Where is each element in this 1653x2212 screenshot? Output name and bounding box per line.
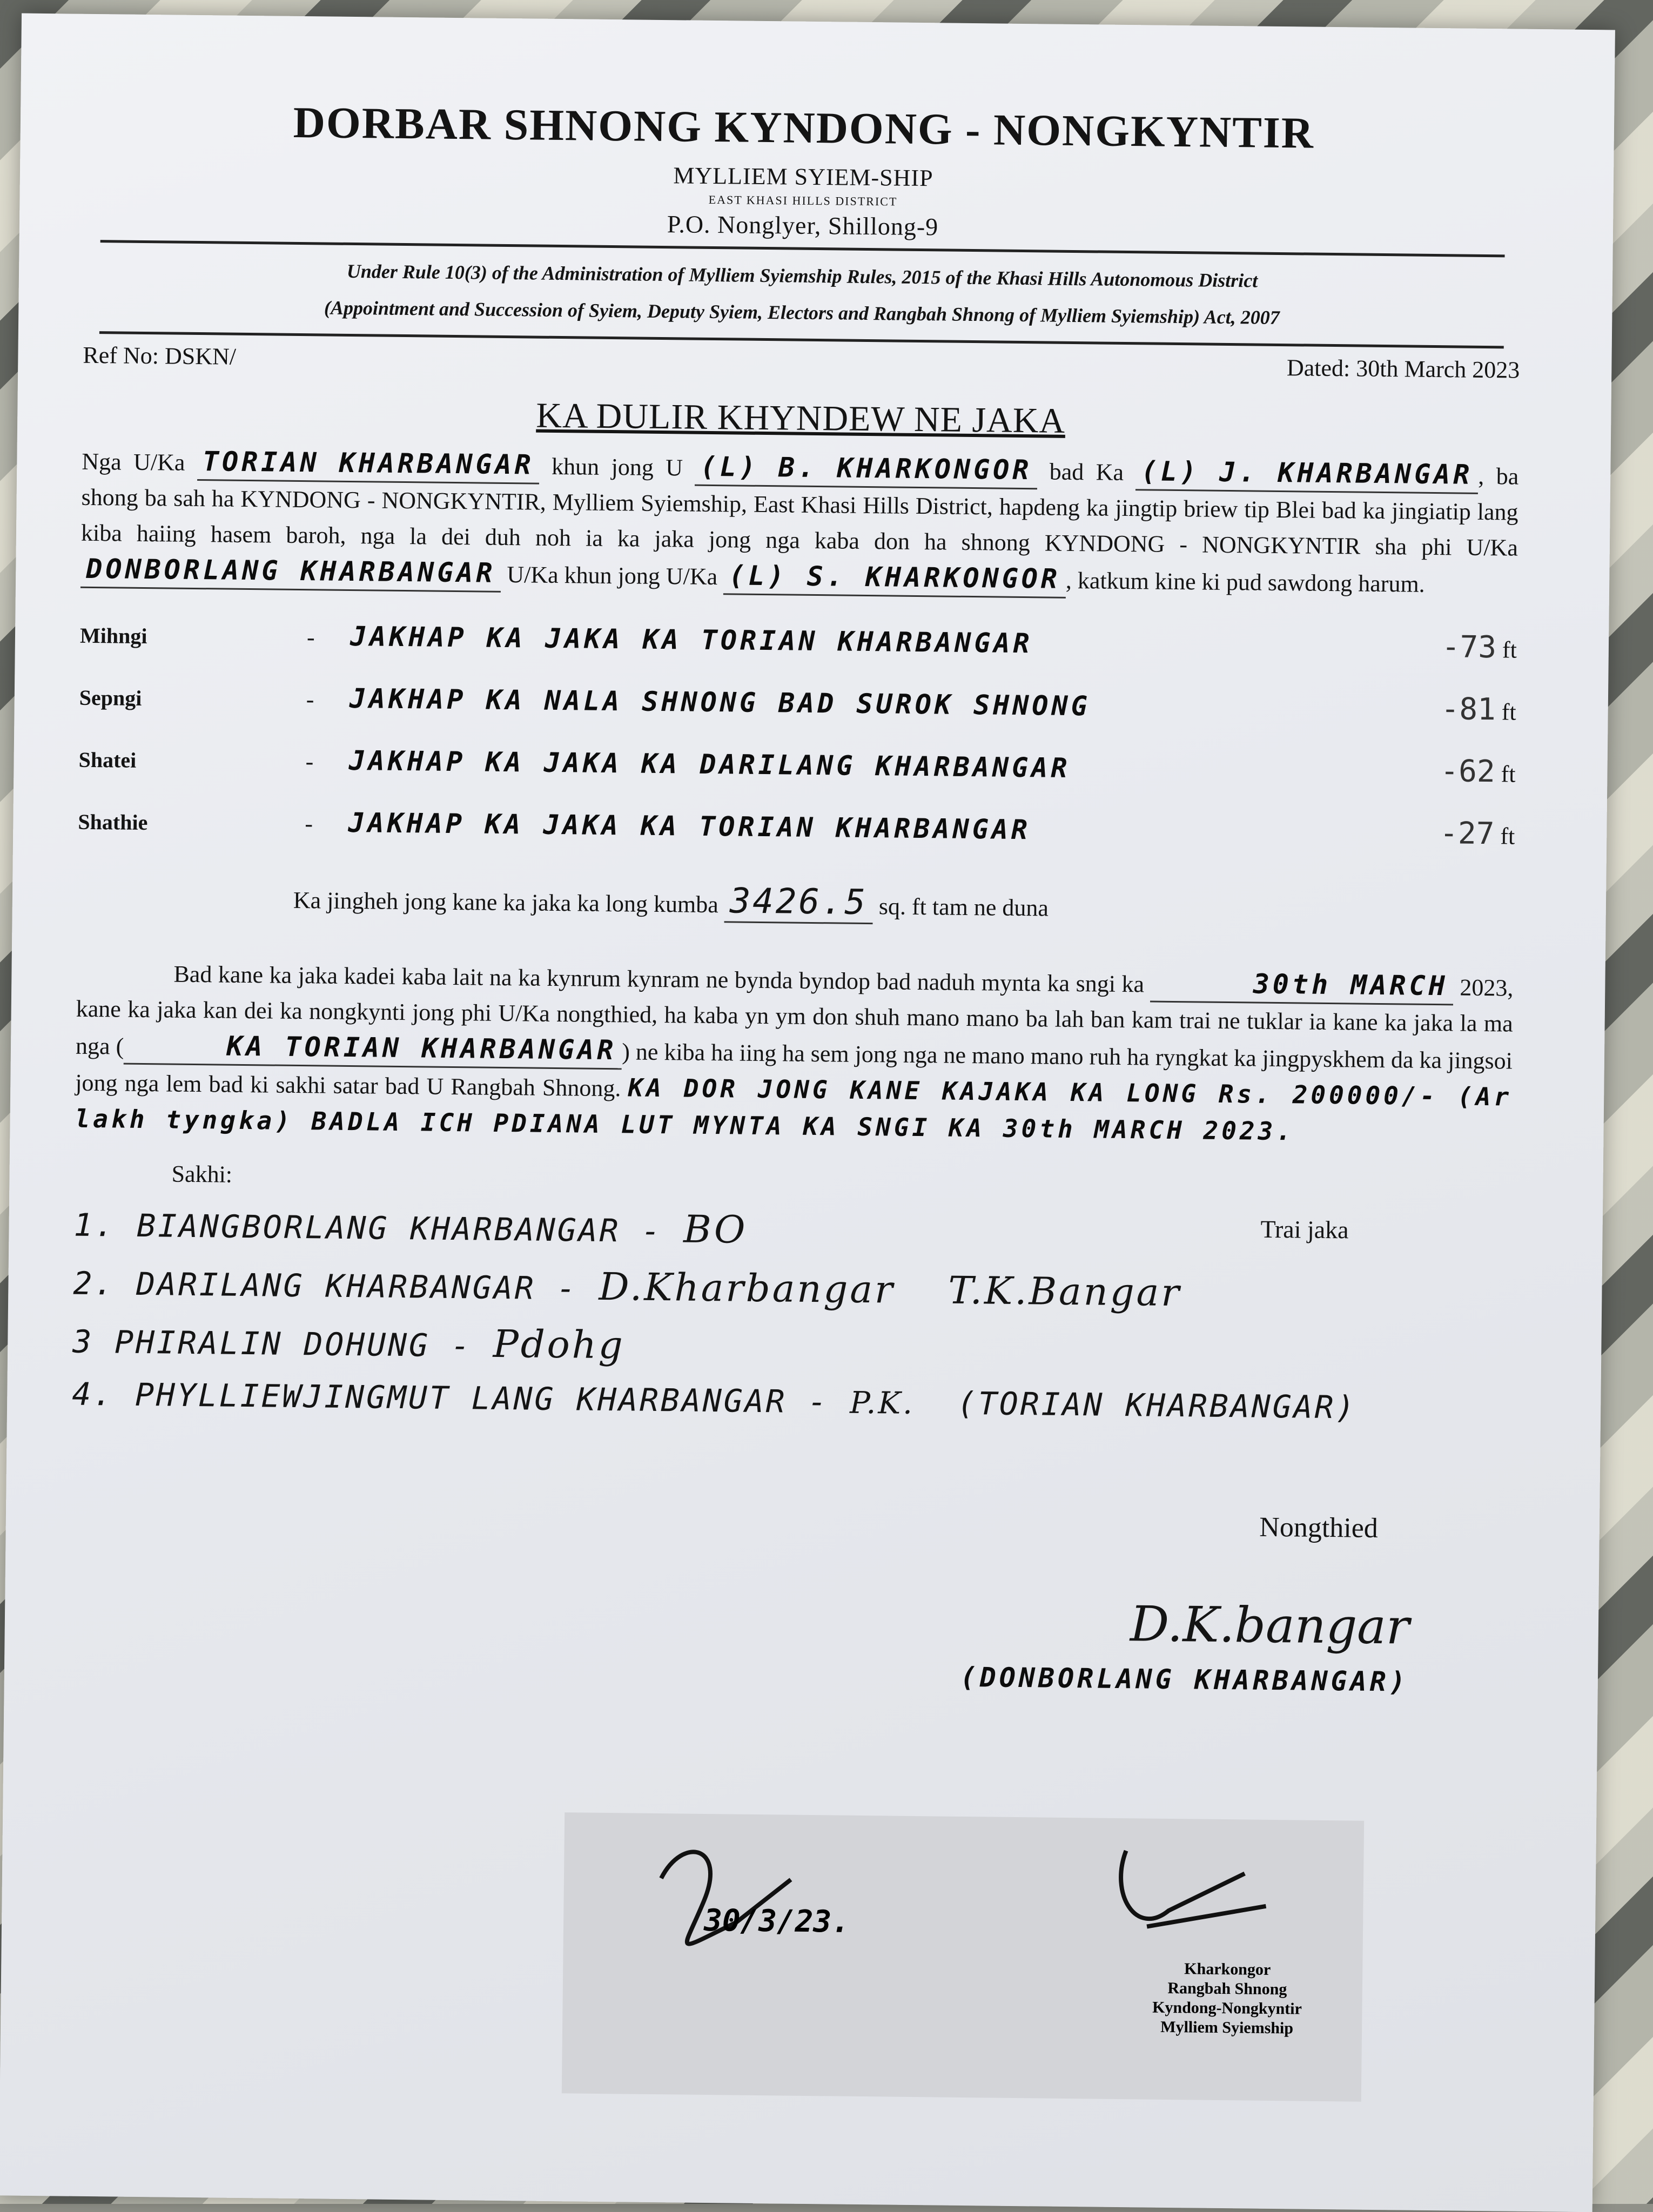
text: Nga U/Ka (82, 448, 185, 476)
ref-line (83, 341, 1520, 384)
text: 2023, kane ka jaka kan dei ka nongkynti jong phi U/Ka nongthied, ha kaba yn ym don shuh mano mano ba lah ban kam trai ne tuklar ia kane ka jaka la ma nga ( (75, 974, 1514, 1060)
text: Bad kane ka jaka kadei kaba lait na ka kynrum kynram ne bynda byndop bad naduh mynta ka sngi ka (173, 960, 1145, 998)
boundary-label: Shatei (78, 747, 137, 772)
rule-line-2: (Appointment and Succession of Syiem, Deputy Syiem, Electors and Rangbah Shnong of Mylliem Syiemship) Act, 2007 (324, 297, 1280, 328)
witness-row: 2. DARILANG KHARBANGAR - D.Kharbangar T.K.Bangar (73, 1264, 1182, 1315)
boundary-value: JAKHAP KA JAKA KA TORIAN KHARBANGAR (348, 806, 1031, 846)
boundary-value: JAKHAP KA NALA SHNONG BAD SUROK SHNONG (349, 682, 1091, 722)
date: Dated: 30th March 2023 (1286, 354, 1520, 384)
second-paragraph (75, 954, 1513, 1153)
boundary-length (1397, 691, 1516, 727)
witness-signature: BO (683, 1207, 748, 1252)
boundary-length (1398, 629, 1517, 665)
buyer-name-field: DONBORLANG KHARBANGAR (80, 551, 501, 593)
ship-title: MYLLIEM SYIEM-SHIP (673, 162, 933, 192)
boundary-row (79, 677, 1517, 728)
length-number: -73 (1441, 629, 1497, 665)
boundary-label: Shathie (78, 809, 148, 835)
signature-scribbles (562, 1812, 1364, 2101)
witness-number: 3 (72, 1323, 94, 1361)
witness-label: Sakhi: (171, 1160, 233, 1188)
seller-name-field: TORIAN KHARBANGAR (197, 443, 540, 485)
main-paragraph (80, 442, 1519, 603)
length-number: -62 (1440, 754, 1495, 790)
boundaries (78, 615, 1517, 852)
witness-row: 1. BIANGBORLANG KHARBANGAR - BO (73, 1206, 748, 1252)
stamp-line: Kharkongor (1184, 1960, 1271, 1979)
boundary-length (1396, 815, 1515, 851)
area-prefix: Ka jingheh jong kane ka jaka ka long kumba (293, 886, 719, 918)
district-title: EAST KHASI HILLS DISTRICT (708, 192, 898, 209)
witness-number: 4. (71, 1375, 115, 1413)
org-title: DORBAR SHNONG KYNDONG - NONGKYNTIR (293, 97, 1315, 158)
boundary-value: JAKHAP KA JAKA KA TORIAN KHARBANGAR (350, 620, 1033, 660)
stamp-area (562, 1812, 1364, 2101)
rule-line-1: Under Rule 10(3) of the Administration of Mylliem Syiemship Rules, 2015 of the Khasi Hills Autonomous District (346, 260, 1258, 292)
seller-mother-field: (L) J. KHARBANGAR (1135, 453, 1478, 494)
length-number: -81 (1441, 691, 1496, 728)
boundary-label: Mihngi (79, 623, 147, 649)
text: sha phi U/Ka (1375, 533, 1518, 561)
buyer-label: Nongthied (1259, 1511, 1379, 1544)
length-unit: ft (1501, 698, 1516, 725)
seller-name: (TORIAN KHARBANGAR) (957, 1384, 1357, 1426)
length-unit: ft (1500, 823, 1515, 850)
witness-signature: Pdohg (493, 1321, 626, 1368)
witness-section (72, 1159, 1511, 1428)
seller-father-field: (L) B. KHARKONGOR (695, 449, 1037, 490)
po-address: P.O. Nonglyer, Shillong-9 (667, 210, 939, 241)
boundary-length (1396, 753, 1516, 789)
boundary-row (78, 739, 1516, 790)
buyer-father-field: (L) S. KHARKONGOR (723, 557, 1066, 599)
stamp-date: 30/3/23. (703, 1902, 850, 1940)
length-unit: ft (1501, 761, 1516, 788)
buyer-signature-block (69, 1585, 1410, 1698)
witness-name: PHIRALIN DOHUNG (114, 1323, 431, 1364)
area-value: 3426.5 (724, 881, 873, 924)
dash: - (305, 810, 313, 837)
witness-signature: P.K. (849, 1385, 915, 1422)
witness-row: 3 PHIRALIN DOHUNG - Pdohg (72, 1321, 626, 1368)
witness-signature: D.Kharbangar (599, 1264, 895, 1312)
text: bad (1049, 458, 1084, 486)
length-number: -27 (1439, 816, 1495, 852)
dash: - (306, 686, 314, 713)
witness-name: PHYLLIEWJINGMUT LANG KHARBANGAR (135, 1376, 787, 1420)
document-title: KA DULIR KHYNDEW NE JAKA (536, 395, 1066, 441)
witness-name: DARILANG KHARBANGAR (136, 1265, 536, 1307)
witness-row: 4. PHYLLIEWJINGMUT LANG KHARBANGAR - P.K. (TORIAN KHARBANGAR) (71, 1375, 1357, 1426)
official-stamp (1103, 1959, 1352, 2039)
letterhead (84, 95, 1523, 247)
document-paper (0, 14, 1615, 2212)
witness-number: 1. (73, 1206, 116, 1244)
stamp-line: Kyndong-Nongkyntir (1152, 1998, 1302, 2018)
document-content (69, 95, 1523, 1699)
ref-number: Ref No: DSKN/ (83, 341, 237, 370)
boundary-row (78, 802, 1515, 852)
text: U/Ka khun jong U/Ka (507, 561, 718, 590)
area-suffix: sq. ft tam ne duna (878, 893, 1049, 922)
length-unit: ft (1502, 636, 1517, 663)
seller-label: Trai jaka (1260, 1215, 1349, 1244)
text: , ba shong ba sah ha KYNDONG - NONGKYNTIR, Mylliem Syiemship, East Khasi Hills District, hapdeng ka jingtip briew tip Blei bad ka jingiatip lang kiba haiing hasem baroh, nga la dei duh noh ia ka jaka jong nga kaba don ha shnong KYNDONG - NONGKYNTIR (80, 462, 1519, 560)
text: , katkum kine ki pud sawdong harum. (1065, 567, 1425, 597)
buyer-signature: D.K.bangar (1130, 1596, 1410, 1656)
dash: - (306, 624, 315, 651)
stamp-line: Mylliem Syiemship (1160, 2018, 1294, 2038)
text: ) ne kiba ha iing ha sem jong nga ne mano mano ruh ha ryngkat ka jingpyskhem da ka jingsoi jong nga lem bad ki sakhi satar bad U Rangbah Shnong. (75, 1038, 1513, 1102)
area-line (293, 877, 1515, 931)
boundary-row (80, 615, 1517, 665)
dash: - (305, 748, 314, 775)
boundary-label: Sepngi (79, 685, 142, 710)
seller-signature: T.K.Bangar (948, 1268, 1182, 1315)
buyer-name: (DONBORLANG KHARBANGAR) (960, 1661, 1409, 1698)
witness-number: 2. (73, 1265, 116, 1302)
owner-field: KA TORIAN KHARBANGAR (124, 1027, 622, 1070)
text: khun jong U (551, 453, 683, 481)
witness-name: BIANGBORLANG KHARBANGAR (136, 1207, 621, 1249)
stamp-line: Rangbah Shnong (1167, 1979, 1287, 1999)
date-field: 30th MARCH (1150, 965, 1454, 1006)
boundary-value: JAKHAP KA JAKA KA DARILANG KHARBANGAR (348, 744, 1071, 784)
text: Ka (1096, 459, 1124, 486)
handwritten-note: KA DOR JONG KANE KAJAKA KA LONG Rs. 200000/- (Ar lakh tyngka) BADLA ICH PDIANA LUT MYNTA KA SNGI KA 30th MARCH 2023. (75, 1073, 1513, 1146)
